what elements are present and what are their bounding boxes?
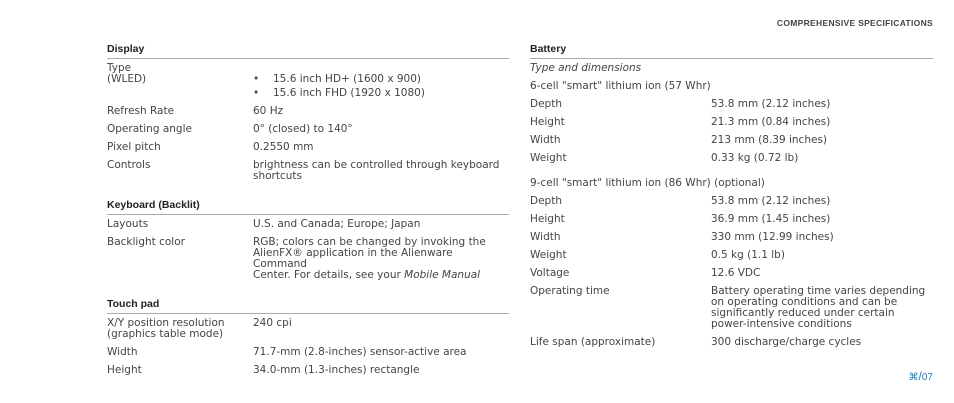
mobile-manual-ref: Mobile Manual (404, 269, 481, 281)
c6-depth-row: Depth 53.8 mm (2.12 inches) (530, 98, 831, 110)
backlight-row: Backlight color RGB; colors can be changed by invoking the AlienFX® application in the Alienware Command Center. For details, see your Mobile Manual (107, 236, 486, 281)
c9-width-row: Width 330 mm (12.99 inches) (530, 231, 834, 243)
page-footer: ⌘/07 (908, 369, 933, 383)
c9-weight-row: Weight 0.5 kg (1.1 lb) (530, 249, 785, 261)
page-number: 07 (921, 372, 933, 383)
type-option-fhd: • 15.6 inch FHD (1920 x 1080) (253, 87, 425, 99)
type-label: Type (107, 62, 132, 74)
display-section-title: Display (107, 43, 509, 59)
c6-weight-row: Weight 0.33 kg (0.72 lb) (530, 152, 799, 164)
right-column (530, 43, 933, 348)
voltage-row: Voltage 12.6 VDC (530, 267, 761, 279)
c9-depth-row: Depth 53.8 mm (2.12 inches) (530, 195, 831, 207)
page-header: COMPREHENSIVE SPECIFICATIONS (776, 18, 933, 28)
wled-label: (WLED) (107, 73, 147, 85)
operating-time-row: Operating time Battery operating time varies depending on operating conditions and can be significantly reduced under certain power-intensive conditions (530, 285, 926, 330)
layouts-row: Layouts U.S. and Canada; Europe; Japan (107, 218, 421, 230)
refresh-row: Refresh Rate 60 Hz (107, 105, 284, 117)
battery-subtitle: Type and dimensions (530, 62, 642, 74)
pitch-row: Pixel pitch 0.2550 mm (107, 141, 314, 153)
life-span-row: Life span (approximate) 300 discharge/charge cycles (530, 336, 862, 348)
touchpad-section-title: Touch pad (107, 298, 509, 314)
c9-height-row: Height 36.9 mm (1.45 inches) (530, 213, 831, 225)
touchpad-height-row: Height 34.0-mm (1.3-inches) rectangle (107, 364, 420, 376)
display-type-row (107, 59, 509, 99)
keyboard-section-title: Keyboard (Backlit) (107, 199, 509, 215)
cell6-heading: 6-cell "smart" lithium ion (57 Whr) (530, 80, 711, 92)
touchpad-width-row: Width 71.7-mm (2.8-inches) sensor-active area (107, 346, 467, 358)
controls-row: Controls brightness can be controlled through keyboard shortcuts (107, 159, 500, 182)
angle-row: Operating angle 0° (closed) to 140° (107, 123, 353, 135)
c6-width-row: Width 213 mm (8.39 inches) (530, 134, 828, 146)
alienware-logo-icon: ⌘ (908, 372, 919, 383)
battery-section-title: Battery (530, 43, 933, 59)
cell9-heading: 9-cell "smart" lithium ion (86 Whr) (optional) (530, 177, 765, 189)
left-column (107, 43, 509, 376)
xy-resolution-row: X/Y position resolution (graphics table mode) 240 cpi (107, 317, 292, 340)
c6-height-row: Height 21.3 mm (0.84 inches) (530, 116, 831, 128)
type-option-hd: • 15.6 inch HD+ (1600 x 900) (253, 73, 422, 85)
